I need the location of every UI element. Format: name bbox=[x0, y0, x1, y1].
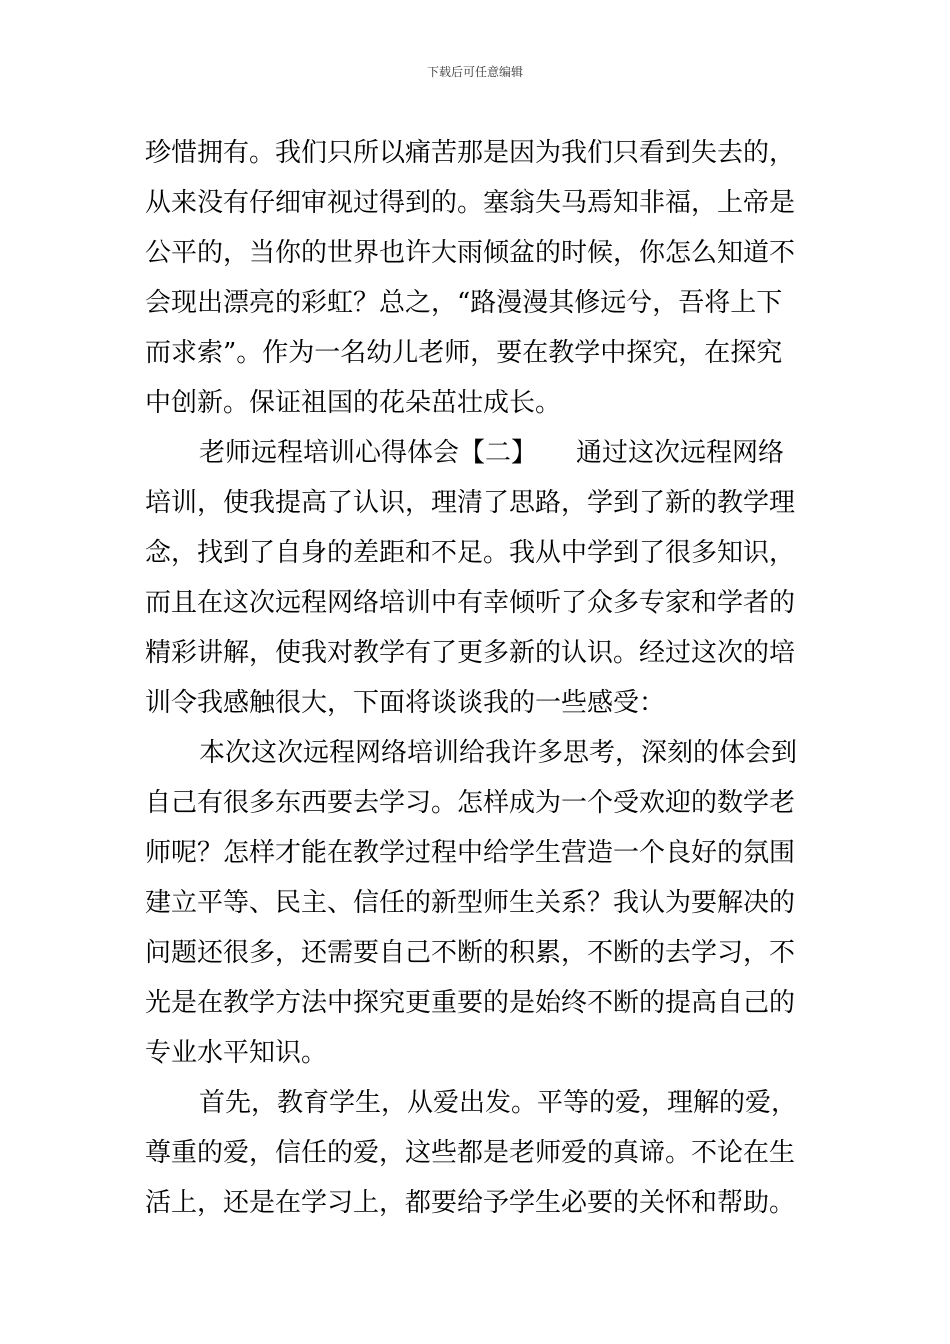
text-line: 从来没有仔细审视过得到的。塞翁失马焉知非福，上帝是 bbox=[145, 188, 796, 218]
text-line: 活上，还是在学习上，都要给予学生必要的关怀和帮助。 bbox=[145, 1188, 796, 1218]
text-line: 首先，教育学生，从爱出发。平等的爱，理解的爱， bbox=[199, 1088, 798, 1118]
text-line: 尊重的爱，信任的爱，这些都是老师爱的真谛。不论在生 bbox=[145, 1138, 796, 1168]
text-line: 念，找到了自身的差距和不足。我从中学到了很多知识， bbox=[145, 538, 796, 568]
text-line: 公平的，当你的世界也许大雨倾盆的时候，你怎么知道不 bbox=[145, 238, 796, 268]
text-line: 建立平等、民主、信任的新型师生关系？我认为要解决的 bbox=[145, 888, 796, 918]
text-line: 训令我感触很大，下面将谈谈我的一些感受： bbox=[145, 688, 666, 718]
text-line: 问题还很多，还需要自己不断的积累，不断的去学习，不 bbox=[145, 938, 796, 968]
text-line: 中创新。保证祖国的花朵茁壮成长。 bbox=[145, 388, 562, 418]
text-line: 师呢？怎样才能在教学过程中给学生营造一个良好的氛围 bbox=[145, 838, 796, 868]
text-line: 而求索”。作为一名幼儿老师，要在教学中探究，在探究 bbox=[145, 338, 783, 368]
text-line: 培训，使我提高了认识，理清了思路，学到了新的教学理 bbox=[145, 488, 796, 518]
text-line: 光是在教学方法中探究更重要的是始终不断的提高自己的 bbox=[145, 988, 796, 1018]
text-line: 而且在这次远程网络培训中有幸倾听了众多专家和学者的 bbox=[145, 588, 796, 618]
text-line: 会现出漂亮的彩虹？总之，“路漫漫其修远兮，吾将上下 bbox=[145, 288, 783, 318]
text-line: 专业水平知识。 bbox=[145, 1038, 328, 1068]
text-line: 精彩讲解，使我对教学有了更多新的认识。经过这次的培 bbox=[145, 638, 796, 668]
page-header: 下载后可任意编辑 bbox=[426, 65, 523, 79]
text-line: 本次这次远程网络培训给我许多思考，深刻的体会到 bbox=[199, 738, 798, 768]
text-line: 珍惜拥有。我们只所以痛苦那是因为我们只看到失去的， bbox=[145, 138, 796, 168]
document-body bbox=[145, 128, 807, 1228]
text-line: 自己有很多东西要去学习。怎样成为一个受欢迎的数学老 bbox=[145, 788, 796, 818]
text-line: 老师远程培训心得体会【二】 通过这次远程网络 bbox=[199, 438, 785, 468]
